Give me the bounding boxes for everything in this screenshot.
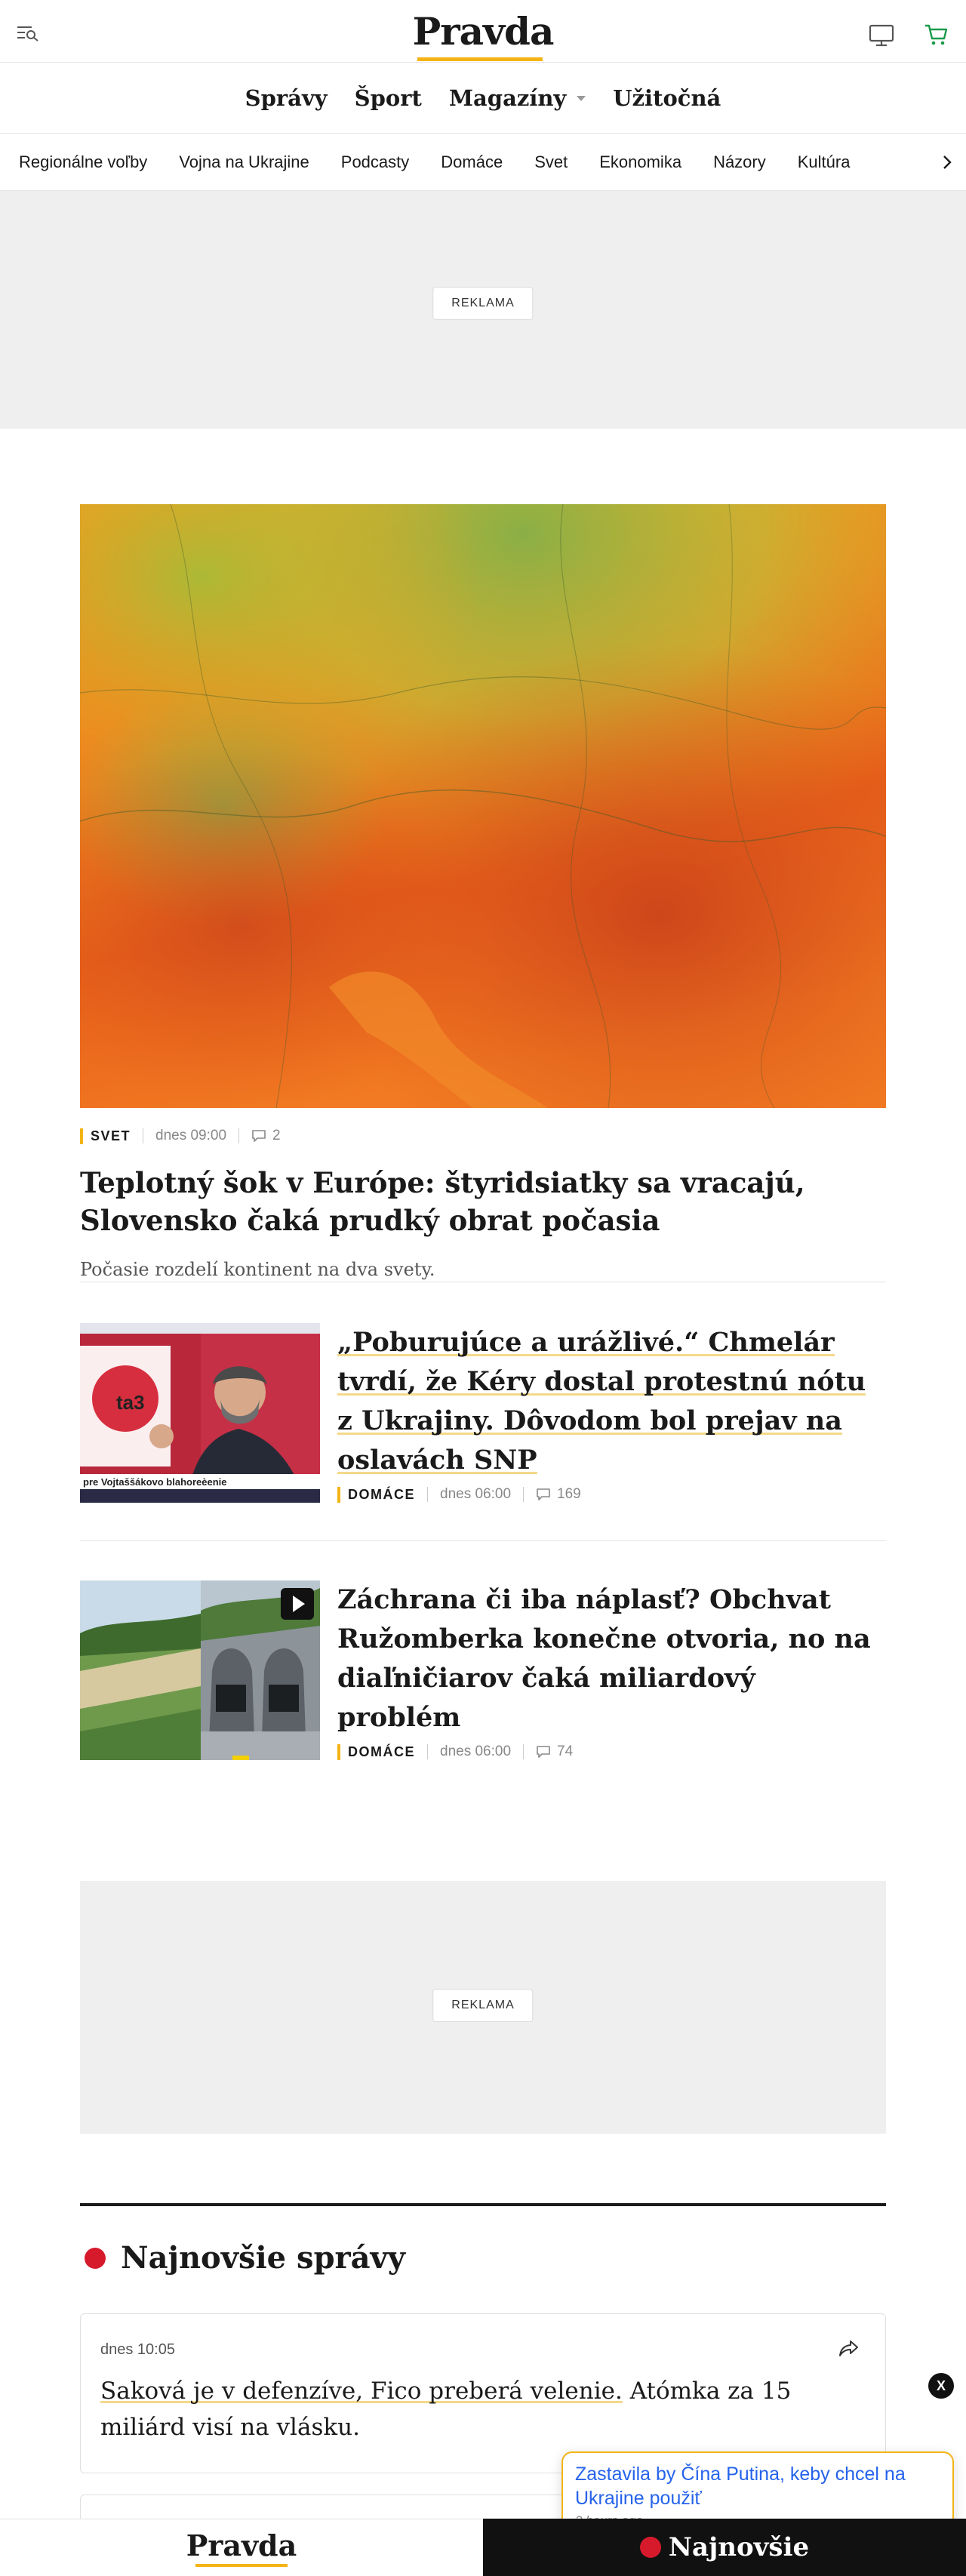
bottom-logo-underline xyxy=(195,2564,288,2567)
divider xyxy=(80,1540,886,1541)
nav-item-sport[interactable]: Šport xyxy=(354,85,422,111)
article-body xyxy=(337,1580,886,1760)
bottom-latest-label: Najnovšie xyxy=(668,2532,810,2562)
nav-item-uzitocna[interactable]: Užitočná xyxy=(613,85,721,111)
article-tag[interactable]: DOMÁCE xyxy=(337,1744,415,1760)
news-highlight[interactable]: Saková je v defenzíve, Fico preberá velenie. xyxy=(100,2377,623,2405)
category-svet[interactable]: Svet xyxy=(534,152,568,171)
hero-meta xyxy=(80,1128,886,1144)
article-comment-count: 74 xyxy=(557,1743,574,1759)
news-rest: Atómka za 15 miliárd visí na vlásku. xyxy=(100,2377,792,2441)
ad-banner-mid xyxy=(80,1881,886,2134)
bottom-logo: Pravda xyxy=(186,2528,297,2562)
bottom-home-button[interactable] xyxy=(0,2519,483,2576)
category-podcasty[interactable]: Podcasty xyxy=(340,152,410,171)
thumb-logo-text: ta3 xyxy=(116,1391,145,1414)
live-dot-icon xyxy=(640,2537,661,2558)
logo-underline xyxy=(417,57,543,61)
monitor-icon[interactable] xyxy=(869,24,894,47)
article-time: dnes 06:00 xyxy=(440,1743,512,1759)
comment-icon xyxy=(536,1488,551,1501)
site-logo[interactable]: Pravda xyxy=(412,9,554,54)
article-body xyxy=(337,1323,886,1503)
chevron-down-icon xyxy=(577,96,586,101)
notification-title[interactable]: Zastavila by Čína Putina, keby chcel na Ukrajine použiť xyxy=(575,2464,906,2509)
bottom-bar xyxy=(0,2519,966,2576)
article-item xyxy=(80,1323,886,1504)
nav-item-spravy[interactable]: Správy xyxy=(245,85,328,111)
news-text xyxy=(100,2373,866,2445)
bottom-latest-button[interactable] xyxy=(483,2519,966,2576)
section-rule xyxy=(80,2203,886,2206)
category-domace[interactable]: Domáce xyxy=(441,152,503,171)
meta-separator xyxy=(523,1744,524,1759)
ad-label: REKLAMA xyxy=(432,287,533,320)
meta-separator xyxy=(238,1128,239,1143)
article-comments[interactable] xyxy=(536,1486,581,1503)
article-title-text: „Poburujúce a urážlivé.“ Chmelár tvrdí, že Kéry dostal protestnú nótu z Ukrajiny. Dôvodom bol prejav na oslavách SNP xyxy=(337,1327,866,1476)
nav-item-magaziny[interactable] xyxy=(449,85,586,111)
hero-comments[interactable] xyxy=(251,1128,281,1144)
hero-title[interactable]: Teplotný šok v Európe: štyridsiatky sa vracajú, Slovensko čaká prudký obrat počasia xyxy=(80,1166,805,1237)
news-card[interactable] xyxy=(80,2313,886,2473)
main-nav xyxy=(0,63,966,134)
newest-heading[interactable] xyxy=(85,2240,405,2276)
article-comment-count: 169 xyxy=(557,1486,581,1502)
hero-perex: Počasie rozdelí kontinent na dva svety. xyxy=(80,1259,435,1280)
article-tag[interactable]: DOMÁCE xyxy=(337,1487,415,1503)
cart-icon[interactable] xyxy=(924,23,948,46)
category-regionalne-volby[interactable]: Regionálne voľby xyxy=(19,152,148,171)
article-comments[interactable] xyxy=(536,1743,573,1760)
article-meta xyxy=(337,1486,886,1503)
category-kultura[interactable]: Kultúra xyxy=(797,152,851,171)
news-time: dnes 10:05 xyxy=(100,2341,175,2358)
article-thumbnail[interactable] xyxy=(80,1323,320,1503)
comment-icon xyxy=(536,1745,551,1759)
newest-heading-text: Najnovšie správy xyxy=(121,2240,406,2276)
article-title[interactable]: Záchrana či iba náplasť? Obchvat Ružomberka konečne otvoria, no na diaľničiarov čaká miliardový problém xyxy=(337,1584,871,1733)
chevron-right-icon[interactable] xyxy=(921,134,966,191)
meta-separator xyxy=(427,1744,428,1759)
hero-tag[interactable]: SVET xyxy=(80,1128,131,1144)
ad-banner-top xyxy=(0,191,966,429)
live-dot-icon xyxy=(85,2248,106,2269)
hero-time: dnes 09:00 xyxy=(155,1128,227,1143)
category-vojna-na-ukrajine[interactable]: Vojna na Ukrajine xyxy=(179,152,309,171)
site-header xyxy=(0,0,966,63)
thumb-caption-text: pre Vojtaššákovo blahoreèenie xyxy=(83,1476,227,1488)
category-ekonomika[interactable]: Ekonomika xyxy=(599,152,682,171)
category-nav xyxy=(0,134,966,191)
article-thumbnail[interactable] xyxy=(80,1580,320,1760)
article-title[interactable] xyxy=(337,1323,886,1480)
hero-comment-count: 2 xyxy=(272,1128,281,1143)
category-nazory[interactable]: Názory xyxy=(713,152,766,171)
article-time: dnes 06:00 xyxy=(440,1486,512,1502)
nav-item-magaziny-label: Magazíny xyxy=(448,85,567,111)
meta-separator xyxy=(523,1487,524,1502)
article-meta xyxy=(337,1743,886,1760)
comment-icon xyxy=(251,1129,266,1143)
ad-label: REKLAMA xyxy=(432,1989,533,2022)
hero-article xyxy=(80,1128,886,1280)
hero-image[interactable] xyxy=(80,504,886,1108)
meta-separator xyxy=(427,1487,428,1502)
article-item xyxy=(80,1580,886,1762)
close-icon[interactable]: X xyxy=(928,2373,954,2399)
share-icon[interactable] xyxy=(838,2338,860,2358)
